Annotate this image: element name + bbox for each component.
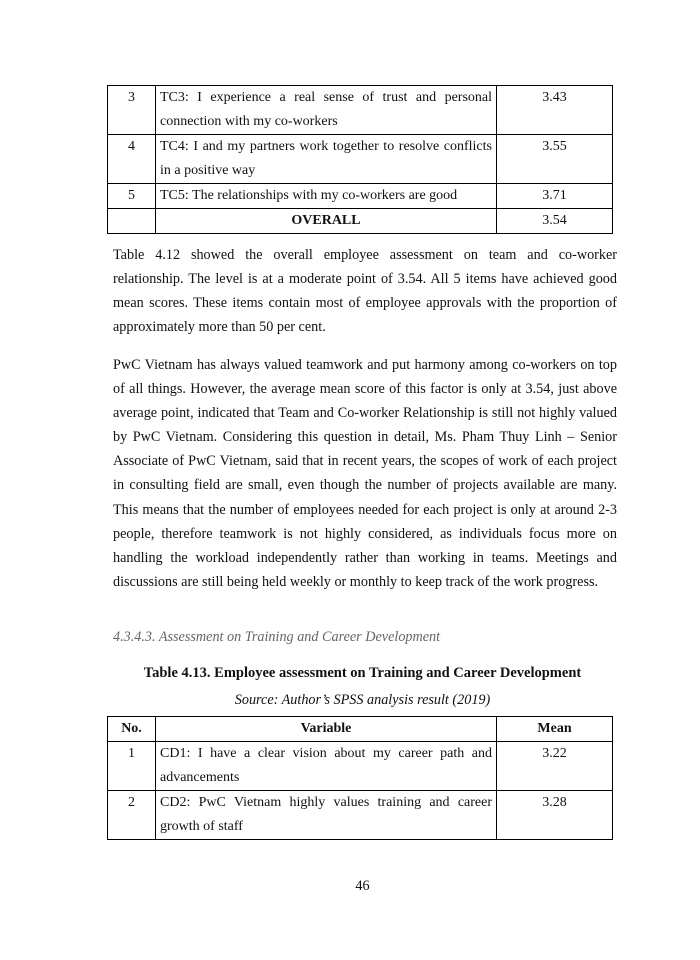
paragraph-overall-assessment: Table 4.12 showed the overall employee assessment on team and co-worker relationship. The level is at a moderate point of 3.54. All 5 items have achieved good mean scores. These items contain most of employee approvals with the proportion of approximately more than 50 per cent. (113, 247, 617, 336)
row-number: 1 (108, 742, 156, 791)
row-number: 2 (108, 791, 156, 840)
table-row (108, 86, 613, 135)
training-career-table (107, 716, 613, 840)
table-row (108, 742, 613, 791)
table-header-row (108, 717, 613, 742)
row-number: 3 (108, 86, 156, 135)
row-variable: CD2: PwC Vietnam highly values training and career growth of staff (156, 791, 497, 840)
overall-mean: 3.54 (497, 209, 613, 234)
row-number: 5 (108, 184, 156, 209)
row-variable: CD1: I have a clear vision about my career path and advancements (156, 742, 497, 791)
row-variable: TC3: I experience a real sense of trust and personal connection with my co-workers (156, 86, 497, 135)
page-number: 46 (355, 878, 370, 894)
section-heading: 4.3.4.3. Assessment on Training and Career Development (113, 629, 441, 645)
row-number: 4 (108, 135, 156, 184)
row-variable: TC4: I and my partners work together to resolve conflicts in a positive way (156, 135, 497, 184)
overall-row (108, 209, 613, 234)
table-row (108, 184, 613, 209)
overall-number (108, 209, 156, 234)
header-mean: Mean (497, 717, 613, 742)
header-variable: Variable (156, 717, 497, 742)
overall-label: OVERALL (156, 209, 497, 234)
row-mean: 3.28 (497, 791, 613, 840)
row-mean: 3.71 (497, 184, 613, 209)
row-mean: 3.22 (497, 742, 613, 791)
row-mean: 3.43 (497, 86, 613, 135)
team-coworker-table (107, 85, 613, 234)
row-mean: 3.55 (497, 135, 613, 184)
row-variable: TC5: The relationships with my co-workers are good (156, 184, 497, 209)
table-caption: Table 4.13. Employee assessment on Training and Career Development (143, 665, 582, 681)
table-row (108, 135, 613, 184)
paragraph-teamwork-analysis: PwC Vietnam has always valued teamwork and put harmony among co-workers on top of all things. However, the average mean score of this factor is only at 3.54, just above average point, indicated that Team and Co-worker Relationship is still not highly valued by PwC Vietnam. Considering this question in detail, Ms. Pham Thuy Linh – Senior Associate of PwC Vietnam, said that in recent years, the scopes of work of each project in consulting field are small, even though the number of projects available are many. This means that the number of employees needed for each project is only at around 2-3 people, therefore teamwork is not highly considered, as individuals focus more on handling the workload independently rather than working in teams. Meetings and discussions are still being held weekly or monthly to keep track of the work progress. (113, 357, 617, 590)
header-no: No. (108, 717, 156, 742)
table-source: Source: Author’s SPSS analysis result (2019) (234, 692, 491, 708)
table-row (108, 791, 613, 840)
